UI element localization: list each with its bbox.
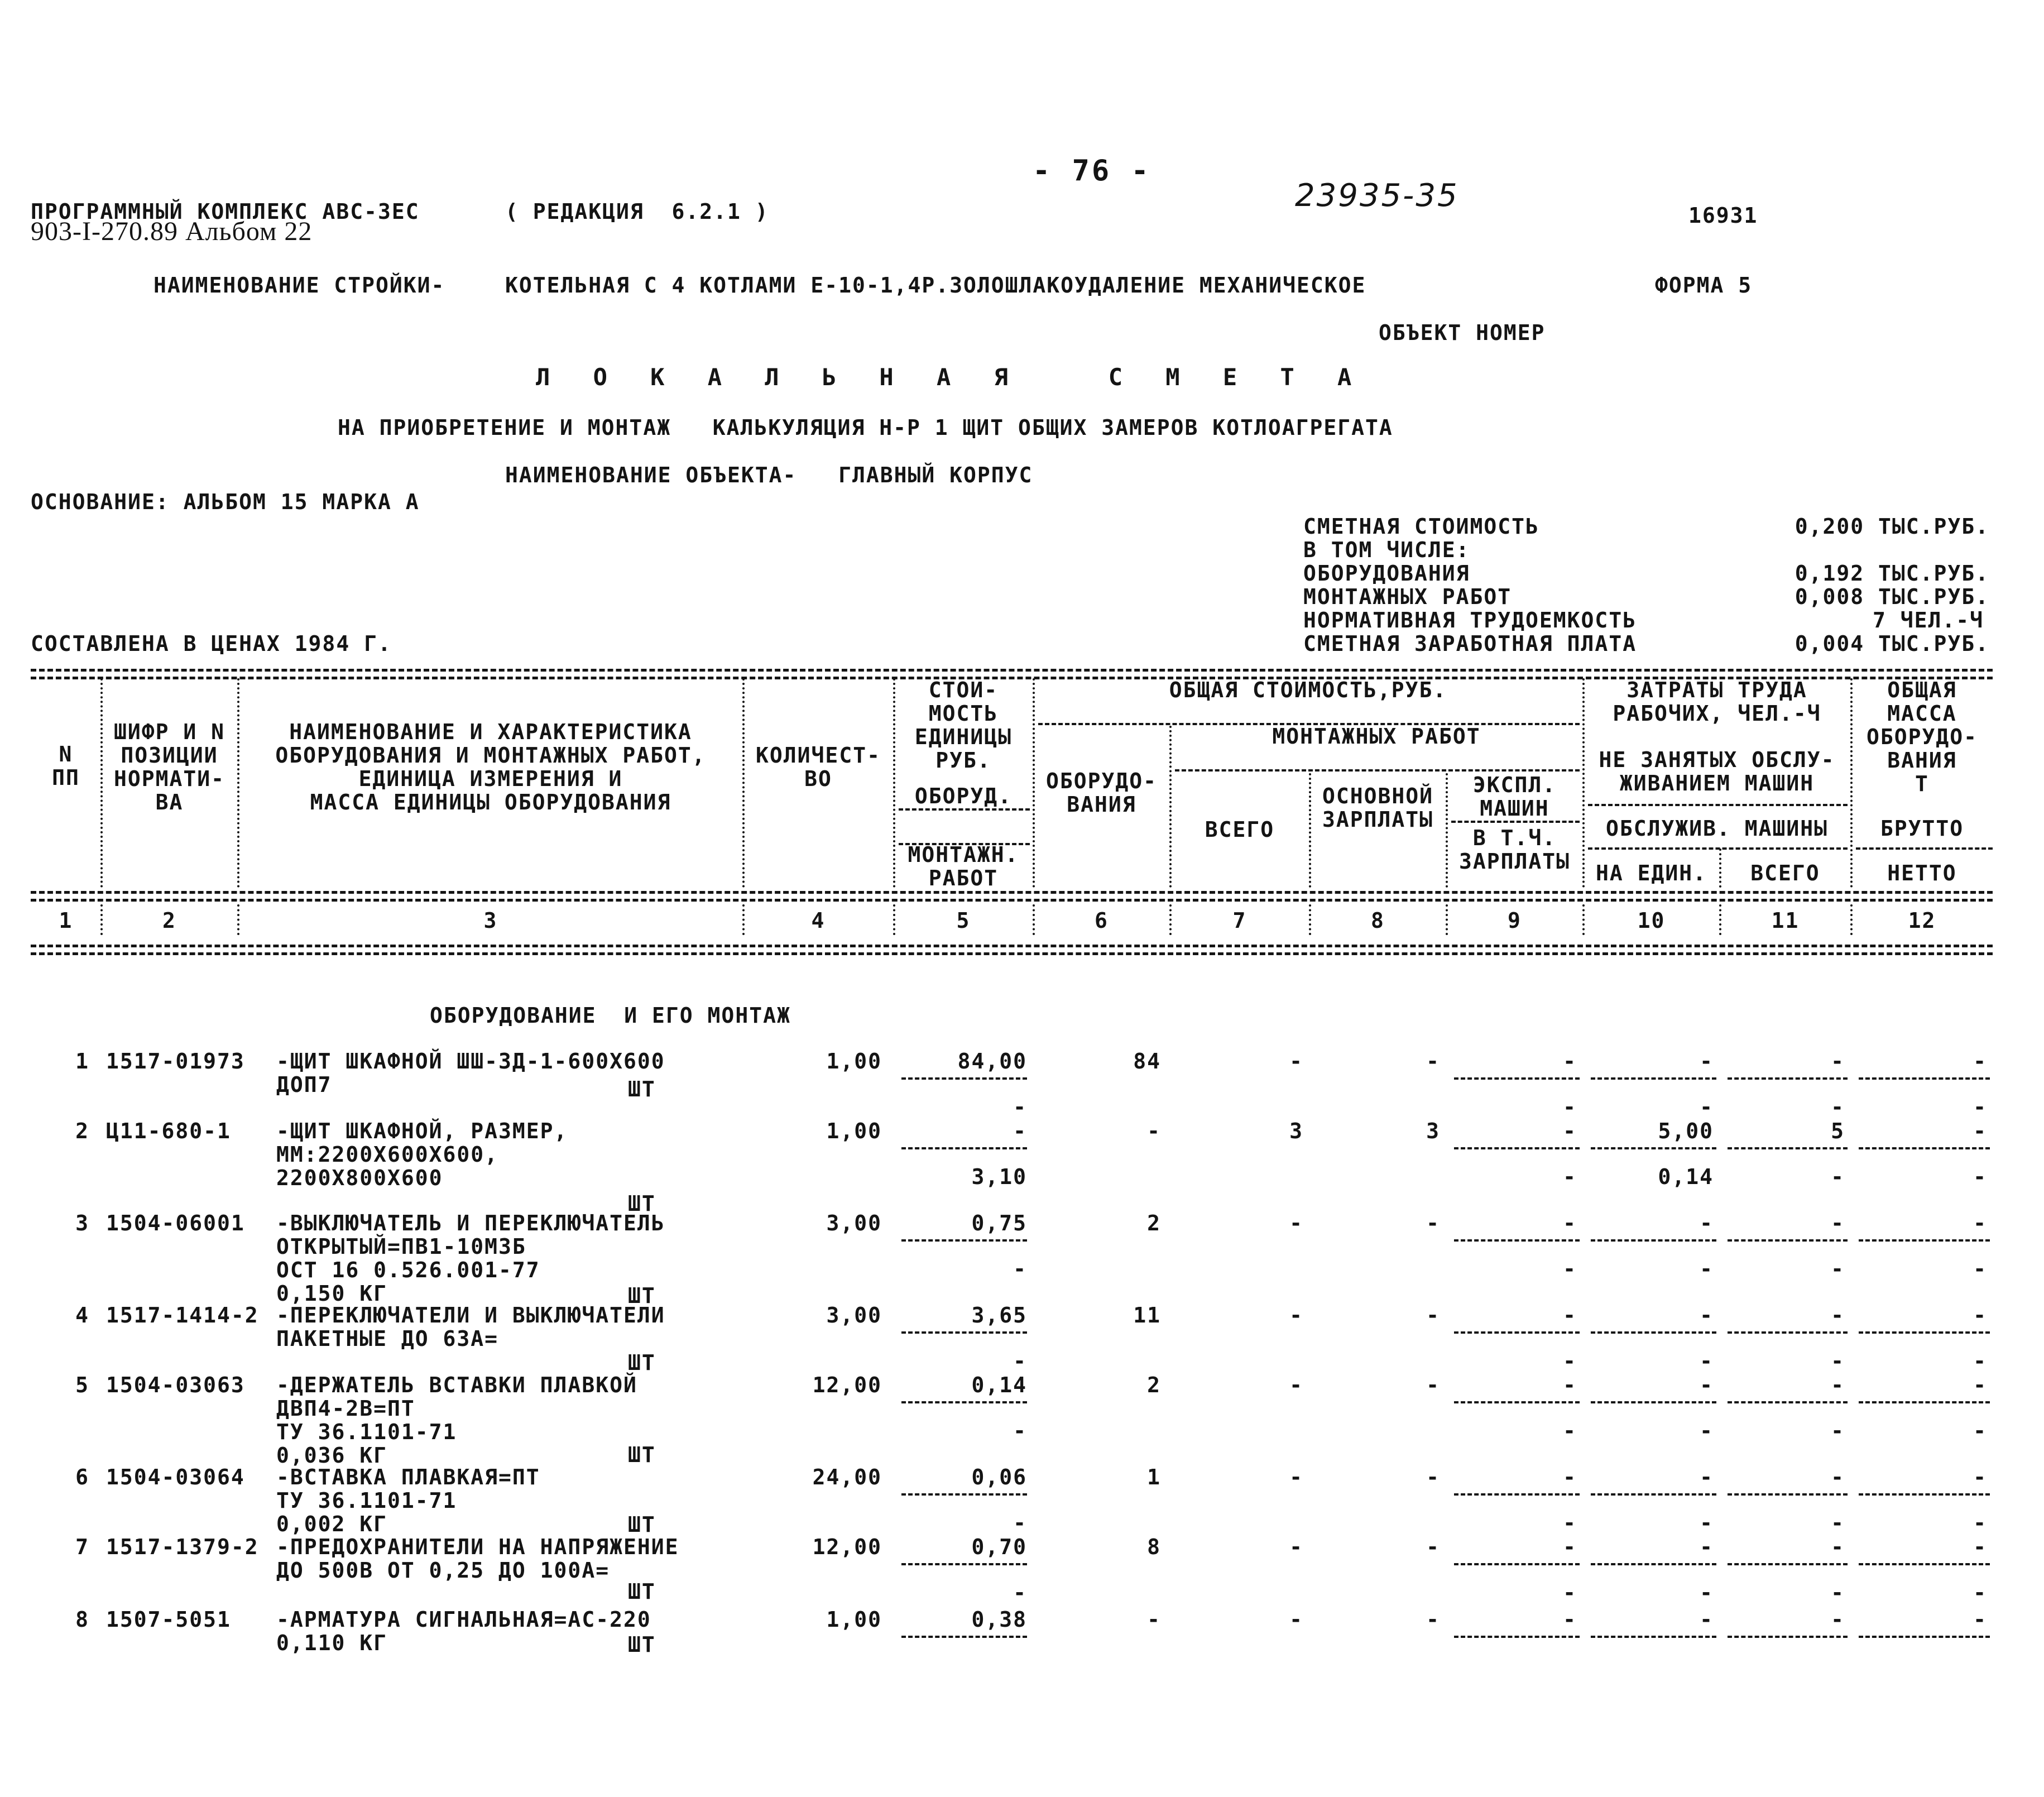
col-number: 12 [1908,908,1936,933]
cell-rule [901,1493,1027,1496]
row-quantity: 3,00 [826,1303,882,1328]
col-sep [1169,904,1172,935]
edition: ( РЕДАКЦИЯ 6.2.1 ) [505,199,769,224]
row-labor-per-unit: - [1700,1465,1714,1489]
row-mount-total: - [1289,1535,1303,1559]
row-mass-net: - [1973,1580,1987,1605]
col-number: 2 [162,908,176,933]
row-quantity: 1,00 [826,1607,882,1632]
header-rule [899,808,1030,811]
row-quantity: 1,00 [826,1049,882,1074]
row-quantity: 1,00 [826,1119,882,1143]
col-number: 11 [1771,908,1800,933]
cell-rule [1859,1147,1990,1149]
row-base-wage: - [1426,1373,1440,1397]
summary-label-5: СМЕТНАЯ ЗАРАБОТНАЯ ПЛАТА [1303,631,1637,656]
col-sep [1719,849,1721,888]
document-subtitle: НА ПРИОБРЕТЕНИЕ И МОНТАЖ КАЛЬКУЛЯЦИЯ Н-Р 1 ЩИТ ОБЩИХ ЗАМЕРОВ КОТЛОАГРЕГАТА [338,415,1393,440]
summary-label-2: ОБОРУДОВАНИЯ [1303,561,1470,586]
header-rule [1451,821,1580,823]
row-equipment-cost: 1 [1147,1465,1161,1489]
row-mass-net: - [1973,1349,1987,1373]
row-mount-total: - [1289,1303,1303,1328]
row-labor-total: - [1831,1211,1845,1235]
cell-rule [901,1239,1027,1242]
row-mount-total: 3 [1289,1119,1303,1143]
document-title: Л О К А Л Ь Н А Я С М Е Т А [536,363,1366,391]
row-number: 3 [75,1211,89,1235]
row-equipment-cost: - [1147,1119,1161,1143]
album-ref: 903-I-270.89 Альбом 22 [31,217,313,246]
col-sep [1850,904,1853,935]
row-labor-total: 5 [1831,1119,1845,1143]
row-machines-wage: - [1563,1165,1577,1189]
row-unit: ШТ [628,1350,656,1375]
row-number: 2 [75,1119,89,1143]
row-code: 1504-03063 [106,1373,245,1397]
header-bottom-rule-2 [31,899,1993,902]
col-sep [1850,678,1853,888]
col-number: 5 [956,908,971,933]
col-number: 3 [483,908,498,933]
row-labor-machines-unit: - [1700,1095,1714,1119]
row-mount-total: - [1289,1211,1303,1235]
cell-rule [1859,1239,1990,1242]
header-code: ШИФР И N ПОЗИЦИИ НОРМАТИ- ВА [113,720,225,814]
row-price-equipment: 3,65 [971,1303,1027,1328]
row-number: 1 [75,1049,89,1074]
row-machines-wage: - [1563,1257,1577,1281]
row-price-mount: - [1013,1349,1027,1373]
row-labor-per-unit: - [1700,1211,1714,1235]
row-name: -ПЕРЕКЛЮЧАТЕЛИ И ВЫКЛЮЧАТЕЛИ ПАКЕТНЫЕ ДО 63А= [276,1303,665,1351]
header-rule [1588,804,1848,806]
cell-rule [1728,1636,1848,1638]
header-machines: ЭКСПЛ. МАШИН [1472,773,1557,821]
header-rule [1856,847,1993,850]
summary-label-1: В ТОМ ЧИСЛЕ: [1303,538,1470,562]
row-code: 1504-03064 [106,1465,245,1489]
row-mount-total: - [1289,1049,1303,1074]
summary-value-2: 0,192 ТЫС.РУБ. [1795,561,1989,586]
cell-rule [901,1401,1027,1403]
col-sep [1446,773,1448,888]
numbers-bottom-rule [31,945,1993,947]
row-name: -ДЕРЖАТЕЛЬ ВСТАВКИ ПЛАВКОЙ ДВП4-2В=ПТ ТУ 36.1101-71 0,036 КГ [276,1373,637,1468]
row-equipment-cost: 2 [1147,1211,1161,1235]
header-mass: ОБЩАЯ МАССА ОБОРУДО- ВАНИЯ Т [1866,678,1978,796]
row-price-equipment: 0,06 [971,1465,1027,1489]
row-mass-net: - [1973,1511,1987,1535]
row-machines: - [1563,1373,1577,1397]
row-mass-net: - [1973,1419,1987,1443]
row-machines: - [1563,1607,1577,1632]
row-base-wage: 3 [1426,1119,1440,1143]
cell-rule [1859,1331,1990,1334]
col-sep [1582,904,1585,935]
cell-rule [1454,1636,1580,1638]
header-unit-cost: СТОИ- МОСТЬ ЕДИНИЦЫ РУБ. [914,678,1013,773]
header-per-unit: НА ЕДИН. [1595,861,1707,885]
numbers-bottom-rule-2 [31,952,1993,955]
cell-rule [901,1331,1027,1334]
col-number: 10 [1637,908,1666,933]
row-labor-total: - [1831,1607,1845,1632]
row-labor-machines-total: - [1831,1257,1845,1281]
row-machines: - [1563,1535,1577,1559]
row-code: 1517-1379-2 [106,1535,259,1559]
row-labor-machines-unit: - [1700,1580,1714,1605]
header-unit-equip: ОБОРУД. [914,784,1013,808]
row-machines-wage: - [1563,1349,1577,1373]
construction-label: НАИМЕНОВАНИЕ СТРОЙКИ- [153,273,445,298]
col-number: 8 [1371,908,1385,933]
row-price-equipment: 0,70 [971,1535,1027,1559]
header-rule [1588,847,1848,850]
cell-rule [1859,1493,1990,1496]
col-sep [1582,678,1585,888]
row-mount-total: - [1289,1465,1303,1489]
row-number: 7 [75,1535,89,1559]
row-labor-machines-unit: - [1700,1419,1714,1443]
row-labor-machines-unit: 0,14 [1658,1165,1714,1189]
row-labor-total: - [1831,1303,1845,1328]
row-mass-net: - [1973,1165,1987,1189]
row-labor-per-unit: 5,00 [1658,1119,1714,1143]
row-machines: - [1563,1211,1577,1235]
col-sep [742,904,745,935]
row-labor-machines-total: - [1831,1419,1845,1443]
cell-rule [1859,1401,1990,1403]
col-number: 9 [1508,908,1522,933]
row-code: 1517-1414-2 [106,1303,259,1328]
row-equipment-cost: 11 [1133,1303,1161,1328]
row-machines-wage: - [1563,1580,1577,1605]
cell-rule [1728,1401,1848,1403]
row-name: -АРМАТУРА СИГНАЛЬНАЯ=АС-220 0,110 КГ [276,1607,651,1655]
handwritten-code: 23935-35 [1295,178,1459,214]
row-base-wage: - [1426,1211,1440,1235]
header-rule [1175,769,1580,771]
row-number: 4 [75,1303,89,1328]
row-mount-total: - [1289,1373,1303,1397]
row-mass-gross: - [1973,1373,1987,1397]
row-name: -ЩИТ ШКАФНОЙ ШШ-ЗД-1-600Х600 ДОП7 [276,1049,665,1097]
row-equipment-cost: 84 [1133,1049,1161,1074]
program-name: ПРОГРАММНЫЙ КОМПЛЕКС АВС-3ЕС [31,199,420,224]
col-sep [100,904,103,935]
header-labor-sub: НЕ ЗАНЯТЫХ ОБСЛУ- ЖИВАНИЕМ МАШИН [1599,747,1835,796]
row-labor-machines-total: - [1831,1095,1845,1119]
row-labor-per-unit: - [1700,1535,1714,1559]
row-name: -ЩИТ ШКАФНОЙ, РАЗМЕР, ММ:2200Х600Х600, 2200Х800Х600 [276,1119,568,1190]
header-mount-group: МОНТАЖНЫХ РАБОТ [1272,724,1481,749]
document-id: 16931 [1688,203,1758,228]
row-price-equipment: 84,00 [957,1049,1027,1074]
row-machines-wage: - [1563,1419,1577,1443]
row-code: 1517-01973 [106,1049,245,1074]
row-price-mount: - [1013,1419,1027,1443]
row-quantity: 12,00 [812,1373,882,1397]
row-mass-gross: - [1973,1535,1987,1559]
cell-rule [1454,1493,1580,1496]
cell-rule [1859,1636,1990,1638]
col-number: 6 [1095,908,1109,933]
header-labor-machines: ОБСЛУЖИВ. МАШИНЫ [1605,816,1829,841]
col-sep [893,904,895,935]
summary-value-3: 0,008 ТЫС.РУБ. [1795,584,1989,609]
form-number: ФОРМА 5 [1655,273,1753,298]
header-num: N ПП [52,742,80,790]
row-quantity: 12,00 [812,1535,882,1559]
row-mass-net: - [1973,1257,1987,1281]
cell-rule [1591,1493,1716,1496]
row-quantity: 24,00 [812,1465,882,1489]
row-price-mount: - [1013,1095,1027,1119]
row-unit: ШТ [628,1191,656,1216]
cell-rule [1454,1331,1580,1334]
col-sep [237,904,239,935]
row-machines: - [1563,1119,1577,1143]
object-number: ОБЪЕКТ НОМЕР [1379,320,1546,345]
cell-rule [1591,1239,1716,1242]
row-number: 5 [75,1373,89,1397]
col-sep [1309,904,1311,935]
cell-rule [1591,1401,1716,1403]
row-price-equipment: 0,14 [971,1373,1027,1397]
row-quantity: 3,00 [826,1211,882,1235]
col-sep [1169,726,1172,888]
col-sep [1309,773,1311,888]
row-labor-per-unit: - [1700,1049,1714,1074]
row-number: 6 [75,1465,89,1489]
row-base-wage: - [1426,1465,1440,1489]
row-unit: ШТ [628,1443,656,1467]
construction-name: КОТЕЛЬНАЯ С 4 КОТЛАМИ Е-10-1,4Р.ЗОЛОШЛАКОУДАЛЕНИЕ МЕХАНИЧЕСКОЕ [505,273,1366,298]
row-mass-gross: - [1973,1465,1987,1489]
cell-rule [1728,1493,1848,1496]
row-mass-gross: - [1973,1049,1987,1074]
row-base-wage: - [1426,1607,1440,1632]
row-equipment-cost: 2 [1147,1373,1161,1397]
summary-value-0: 0,200 ТЫС.РУБ. [1795,514,1989,539]
cell-rule [1728,1147,1848,1149]
row-labor-per-unit: - [1700,1303,1714,1328]
row-unit: ШТ [628,1077,656,1101]
cell-rule [1591,1077,1716,1080]
cell-rule [1859,1563,1990,1565]
header-unit-mount: МОНТАЖН. РАБОТ [908,842,1019,890]
row-price-equipment: 0,38 [971,1607,1027,1632]
row-name: -ВСТАВКА ПЛАВКАЯ=ПТ ТУ 36.1101-71 0,002 КГ [276,1465,540,1536]
col-sep [742,678,745,888]
col-number: 4 [811,908,826,933]
col-sep [893,678,895,888]
object-name: НАИМЕНОВАНИЕ ОБЪЕКТА- ГЛАВНЫЙ КОРПУС [505,463,1033,487]
row-price-equipment: - [1013,1119,1027,1143]
row-base-wage: - [1426,1049,1440,1074]
cell-rule [1728,1563,1848,1565]
cell-rule [1591,1636,1716,1638]
row-mass-gross: - [1973,1607,1987,1632]
header-gross: БРУТТО [1880,816,1964,841]
compiled-prices: СОСТАВЛЕНА В ЦЕНАХ 1984 Г. [31,631,392,656]
cell-rule [1454,1077,1580,1080]
summary-label-3: МОНТАЖНЫХ РАБОТ [1303,584,1512,609]
row-price-mount: - [1013,1511,1027,1535]
row-mount-total: - [1289,1607,1303,1632]
row-machines: - [1563,1465,1577,1489]
cell-rule [1454,1563,1580,1565]
summary-value-4: 7 ЧЕЛ.-Ч [1872,608,1984,632]
row-name: -ПРЕДОХРАНИТЕЛИ НА НАПРЯЖЕНИЕ ДО 500В ОТ 0,25 ДО 100А= [276,1535,679,1583]
row-labor-total: - [1831,1535,1845,1559]
row-labor-machines-total: - [1831,1349,1845,1373]
col-sep [1033,678,1035,888]
cell-rule [1728,1239,1848,1242]
summary-label-0: СМЕТНАЯ СТОИМОСТЬ [1303,514,1539,539]
row-price-mount: 3,10 [971,1165,1027,1189]
row-labor-total: - [1831,1373,1845,1397]
row-unit: ШТ [628,1579,656,1604]
row-code: Ц11-680-1 [106,1119,231,1143]
table-top-rule [31,669,1993,672]
cell-rule [1454,1239,1580,1242]
col-number: 1 [59,908,73,933]
row-labor-machines-total: - [1831,1165,1845,1189]
header-total-group: ОБЩАЯ СТОИМОСТЬ,РУБ. [1169,678,1447,702]
header-equipment: ОБОРУДО- ВАНИЯ [1045,769,1158,817]
cell-rule [1591,1563,1716,1565]
summary-label-4: НОРМАТИВНАЯ ТРУДОЕМКОСТЬ [1303,608,1637,632]
row-machines-wage: - [1563,1095,1577,1119]
col-number: 7 [1232,908,1247,933]
row-mass-net: - [1973,1095,1987,1119]
row-unit: ШТ [628,1283,656,1308]
cell-rule [1591,1331,1716,1334]
row-labor-per-unit: - [1700,1373,1714,1397]
cell-rule [901,1147,1027,1149]
cell-rule [1454,1401,1580,1403]
row-base-wage: - [1426,1535,1440,1559]
row-labor-machines-unit: - [1700,1257,1714,1281]
row-mass-gross: - [1973,1211,1987,1235]
row-labor-machines-unit: - [1700,1349,1714,1373]
cell-rule [1859,1077,1990,1080]
row-labor-total: - [1831,1049,1845,1074]
row-name: -ВЫКЛЮЧАТЕЛЬ И ПЕРЕКЛЮЧАТЕЛЬ ОТКРЫТЫЙ=ПВ1-10М3Б ОСТ 16 0.526.001-77 0,150 КГ [276,1211,665,1306]
header-labor-group: ЗАТРАТЫ ТРУДА РАБОЧИХ, ЧЕЛ.-Ч [1613,678,1821,726]
row-price-mount: - [1013,1580,1027,1605]
header-net: НЕТТО [1887,861,1957,885]
row-price-mount: - [1013,1257,1027,1281]
row-machines: - [1563,1049,1577,1074]
header-labor-total: ВСЕГО [1750,861,1820,885]
row-code: 1507-5051 [106,1607,231,1632]
col-sep [1719,904,1721,935]
col-sep [1446,904,1448,935]
section-title: ОБОРУДОВАНИЕ И ЕГО МОНТАЖ [430,1003,791,1028]
row-labor-machines-unit: - [1700,1511,1714,1535]
col-sep [100,678,103,888]
row-labor-machines-total: - [1831,1580,1845,1605]
row-unit: ШТ [628,1512,656,1537]
row-base-wage: - [1426,1303,1440,1328]
row-price-equipment: 0,75 [971,1211,1027,1235]
cell-rule [901,1077,1027,1080]
col-sep [237,678,239,888]
header-mount-total: ВСЕГО [1205,817,1275,842]
row-code: 1504-06001 [106,1211,245,1235]
cell-rule [1591,1147,1716,1149]
col-sep [1033,904,1035,935]
row-labor-total: - [1831,1465,1845,1489]
row-machines: - [1563,1303,1577,1328]
row-mass-gross: - [1973,1303,1987,1328]
row-labor-per-unit: - [1700,1607,1714,1632]
basis: ОСНОВАНИЕ: АЛЬБОМ 15 МАРКА А [31,490,420,514]
header-base-wage: ОСНОВНОЙ ЗАРПЛАТЫ [1322,784,1434,832]
page-number: - 76 - [1033,154,1151,188]
row-labor-machines-total: - [1831,1511,1845,1535]
row-equipment-cost: - [1147,1607,1161,1632]
cell-rule [1454,1147,1580,1149]
row-unit: ШТ [628,1632,656,1657]
row-mass-gross: - [1973,1119,1987,1143]
header-name: НАИМЕНОВАНИЕ И ХАРАКТЕРИСТИКА ОБОРУДОВАНИЯ И МОНТАЖНЫХ РАБОТ, ЕДИНИЦА ИЗМЕРЕНИЯ И МАССА ЕДИНИЦЫ ОБОРУДОВАНИЯ [275,720,706,814]
summary-value-5: 0,004 ТЫС.РУБ. [1795,631,1989,656]
row-machines-wage: - [1563,1511,1577,1535]
cell-rule [901,1563,1027,1565]
header-bottom-rule [31,891,1993,894]
header-machines-wage: В Т.Ч. ЗАРПЛАТЫ [1458,826,1571,874]
header-qty: КОЛИЧЕСТ- ВО [756,743,881,791]
row-number: 8 [75,1607,89,1632]
cell-rule [1728,1077,1848,1080]
row-equipment-cost: 8 [1147,1535,1161,1559]
cell-rule [901,1636,1027,1638]
cell-rule [1728,1331,1848,1334]
